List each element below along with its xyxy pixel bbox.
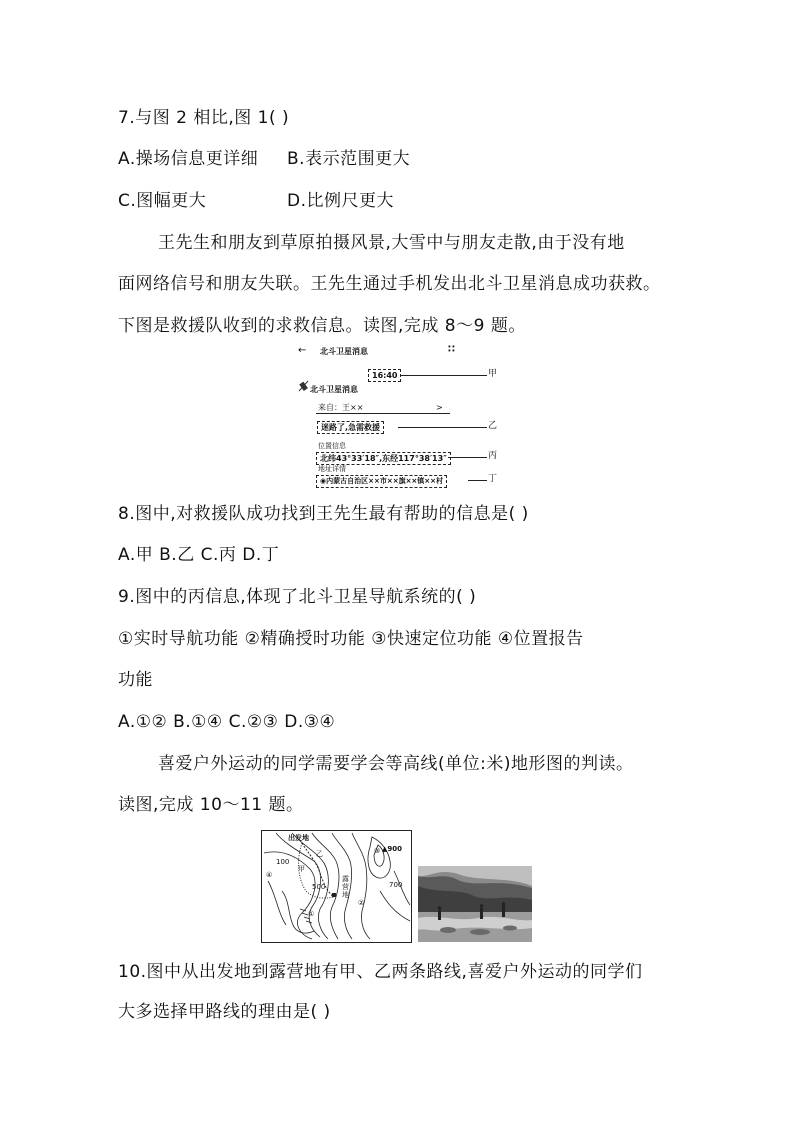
message-box: 迷路了,急需救援 bbox=[317, 421, 384, 434]
area-3-label: ③ bbox=[374, 847, 381, 855]
label-bing: 丙 bbox=[488, 451, 498, 461]
from-label: 来自：王×× bbox=[318, 403, 364, 412]
q7-option-a: A.操场信息更详细 bbox=[118, 149, 259, 169]
route-yi-label: 乙 bbox=[316, 850, 323, 858]
beidou-header: 北斗卫星消息 bbox=[320, 347, 368, 356]
passage2-line1: 喜爱户外运动的同学需要学会等高线(单位:米)地形图的判读。 bbox=[158, 754, 634, 774]
q7-option-b: B.表示范围更大 bbox=[287, 149, 411, 169]
q9-line2: ①实时导航功能 ②精确授时功能 ③快速定位功能 ④位置报告 bbox=[118, 629, 584, 649]
area-1-label: ① bbox=[308, 910, 315, 918]
start-label: 出发地 bbox=[288, 834, 309, 842]
time-box: 16:40 bbox=[368, 369, 401, 382]
back-arrow-icon: ← bbox=[298, 345, 307, 356]
passage1-line2: 面网络信号和朋友失联。王先生通过手机发出北斗卫星消息成功获救。 bbox=[118, 274, 661, 294]
address-box: ◉内蒙古自治区××市××旗××镇××村 bbox=[316, 475, 447, 488]
address-label: 地址详情 bbox=[318, 465, 346, 473]
passage2-line2: 读图,完成 10～11 题。 bbox=[118, 795, 304, 815]
contour-map bbox=[261, 830, 412, 943]
label-jia: 甲 bbox=[488, 369, 498, 379]
area-4-label: ④ bbox=[266, 871, 273, 879]
q10-line1: 10.图中从出发地到露营地有甲、乙两条路线,喜爱户外运动的同学们 bbox=[118, 962, 643, 982]
q7-options-row2 bbox=[118, 190, 394, 212]
beidou-message-figure bbox=[296, 342, 500, 492]
q10-line2: 大多选择甲路线的理由是( ) bbox=[118, 1002, 331, 1022]
menu-dots-icon: ∷ bbox=[448, 344, 455, 355]
contour-500-label: 500 bbox=[312, 883, 326, 891]
beidou-subheader: 北斗卫星消息 bbox=[310, 385, 358, 394]
label-ding: 丁 bbox=[488, 474, 498, 484]
route-jia-label: 甲 bbox=[298, 865, 305, 873]
satellite-icon bbox=[298, 379, 310, 393]
from-chevron-icon: > bbox=[436, 403, 443, 412]
position-box: 北纬43°33′18″,东经117°38′13″ bbox=[316, 452, 451, 465]
q7-options-row1 bbox=[118, 148, 411, 170]
contour-100-label: 100 bbox=[276, 858, 290, 866]
peak-900-label: ▲900 bbox=[382, 845, 402, 853]
q7-option-c: C.图幅更大 bbox=[118, 191, 207, 211]
passage1-line3: 下图是救援队收到的求救信息。读图,完成 8～9 题。 bbox=[118, 316, 526, 336]
q7-stem: 7.与图 2 相比,图 1( ) bbox=[118, 108, 290, 128]
q8-options: A.甲 B.乙 C.丙 D.丁 bbox=[118, 545, 280, 565]
q9-line3: 功能 bbox=[118, 670, 153, 690]
q9-stem: 9.图中的丙信息,体现了北斗卫星导航系统的( ) bbox=[118, 587, 477, 607]
contour-700-label: 700 bbox=[389, 881, 403, 889]
outdoor-photo bbox=[418, 866, 532, 942]
passage1-line1: 王先生和朋友到草原拍摄风景,大雪中与朋友走散,由于没有地 bbox=[158, 233, 625, 253]
q9-options: A.①② B.①④ C.②③ D.③④ bbox=[118, 712, 336, 732]
area-2-label: ② bbox=[358, 899, 365, 907]
q7-option-d: D.比例尺更大 bbox=[287, 191, 394, 211]
camp-label: 露营地 bbox=[342, 875, 349, 899]
label-yi: 乙 bbox=[488, 421, 498, 431]
position-label: 位置信息 bbox=[318, 442, 346, 450]
q8-stem: 8.图中,对救援队成功找到王先生最有帮助的信息是( ) bbox=[118, 504, 529, 524]
